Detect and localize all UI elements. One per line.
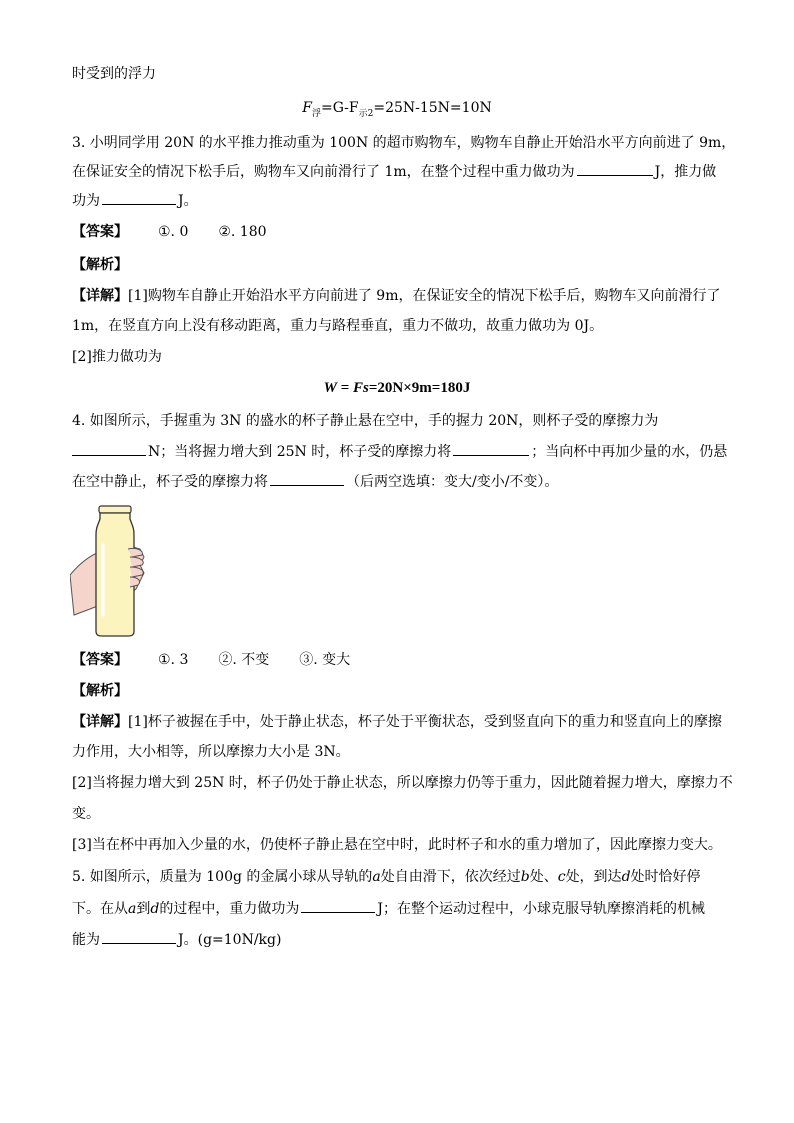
q4-line1: 4. 如图所示，手握重为 3N 的盛水的杯子静止悬在空中，手的握力 20N，则杯子受的摩擦力为 bbox=[72, 413, 659, 429]
q5-line2-text-2: 到 bbox=[136, 901, 151, 917]
q3-line3-tail: J。 bbox=[178, 193, 198, 209]
q3-line3 bbox=[72, 190, 198, 211]
q5-point-d: d bbox=[150, 901, 160, 917]
q5-line1 bbox=[72, 867, 701, 887]
analysis-label: 【解析】 bbox=[72, 257, 128, 273]
q4-detail-line3: [2]当将握力增大到 25N 时，杯子仍处于静止状态，所以摩擦力仍等于重力，因此随着握力增大，摩擦力不 bbox=[72, 775, 733, 791]
answer-label: 【答案】 bbox=[72, 652, 128, 668]
answer-option-1: ①. 0 bbox=[158, 224, 189, 240]
q5-line3-text: 能为 bbox=[72, 932, 100, 948]
formula-sub-float: 浮 bbox=[311, 108, 321, 119]
q5-line2-text-4: J；在整个运动过程中，小球克服导轨摩擦消耗的机械 bbox=[377, 901, 705, 917]
detail-tag: 【详解】 bbox=[72, 714, 128, 730]
q5-line2-text-1: 下。在从 bbox=[72, 901, 128, 917]
q4-line2 bbox=[72, 441, 727, 462]
q4-blank-3[interactable] bbox=[270, 471, 344, 486]
q5-line3 bbox=[72, 929, 281, 950]
q5-point-d: d bbox=[621, 869, 631, 885]
formula-sub-show: 示2 bbox=[358, 108, 374, 119]
q5-line3-tail: J。(g=10N/kg) bbox=[178, 932, 282, 948]
q3-line2-tail: J，推力做 bbox=[654, 164, 717, 180]
q3-answer bbox=[72, 222, 267, 242]
q4-detail-line5: [3]当在杯中再加入少量的水，仍使杯子静止悬在空中时，此时杯子和水的重力增加了，因此摩擦力变大。 bbox=[72, 837, 722, 853]
q4-answer bbox=[72, 650, 350, 670]
q5-blank-1[interactable] bbox=[301, 898, 375, 913]
formula-eq-g: =G-F bbox=[320, 100, 359, 116]
q3-detail-line2: 1m，在竖直方向上没有移动距离，重力与路程垂直，重力不做功，故重力做功为 0J。 bbox=[72, 318, 604, 334]
formula-eq: = bbox=[336, 380, 354, 396]
q3-line3-text: 功为 bbox=[72, 193, 100, 209]
formula-F: F bbox=[302, 100, 312, 116]
answer-option-1: ①. 3 bbox=[158, 652, 189, 668]
q3-detail-line1 bbox=[72, 286, 720, 306]
q5-line2 bbox=[72, 898, 705, 919]
answer-option-2: ②. 不变 bbox=[218, 652, 270, 668]
q3-line2-text: 在保证安全的情况下松手后，购物车又向前滑行了 1m，在整个过程中重力做功为 bbox=[72, 164, 575, 180]
q3-blank-2[interactable] bbox=[102, 190, 176, 205]
q4-blank-1[interactable] bbox=[72, 441, 146, 456]
q5-point-a: a bbox=[128, 901, 137, 917]
q4-line3-tail: （后两空选填：变大/变小/不变）。 bbox=[346, 474, 559, 490]
intro-text: 时受到的浮力 bbox=[72, 66, 156, 82]
formula-Fs: Fs bbox=[353, 380, 369, 396]
analysis-label: 【解析】 bbox=[72, 683, 128, 699]
detail-text: [1]购物车自静止开始沿水平方向前进了 9m，在保证安全的情况下松手后，购物车又向前滑行了 bbox=[128, 288, 721, 304]
q5-text-2: 处自由滑下，依次经过 bbox=[380, 869, 521, 885]
formula-work-rest: =20N×9m=180J bbox=[368, 380, 471, 396]
q4-detail-line4: 变。 bbox=[72, 806, 100, 822]
q4-blank-2[interactable] bbox=[453, 441, 529, 456]
q4-line3 bbox=[72, 471, 558, 492]
hand-holding-bottle-image bbox=[70, 505, 150, 637]
q5-point-b: b bbox=[520, 869, 530, 885]
answer-option-2: ②. 180 bbox=[218, 224, 267, 240]
q5-text-1: 5. 如图所示，质量为 100g 的金属小球从导轨的 bbox=[72, 869, 373, 885]
q3-line2 bbox=[72, 161, 716, 182]
q5-text-4: 处，到达 bbox=[565, 869, 622, 885]
q4-line2-text: N；当将握力增大到 25N 时，杯子受的摩擦力将 bbox=[148, 444, 452, 460]
q5-point-a: a bbox=[372, 869, 381, 885]
answer-option-3: ③. 变大 bbox=[299, 652, 351, 668]
formula-rest: =25N-15N=10N bbox=[373, 100, 492, 116]
bottle-cap bbox=[99, 506, 131, 513]
detail-text: [1]杯子被握在手中，处于静止状态，杯子处于平衡状态，受到竖直向下的重力和竖直向上的摩擦 bbox=[128, 714, 722, 730]
q5-text-3: 处、 bbox=[529, 869, 558, 885]
q3-blank-1[interactable] bbox=[577, 161, 653, 176]
q5-blank-2[interactable] bbox=[102, 929, 176, 944]
answer-label: 【答案】 bbox=[72, 224, 128, 240]
q5-point-c: c bbox=[557, 869, 566, 885]
detail-tag: 【详解】 bbox=[72, 288, 128, 304]
q3-detail-line3: [2]推力做功为 bbox=[72, 349, 162, 365]
q4-detail-line2: 力作用，大小相等，所以摩擦力大小是 3N。 bbox=[72, 744, 350, 760]
q3-line1: 3. 小明同学用 20N 的水平推力推动重为 100N 的超市购物车，购物车自静止开始沿水平方向前进了 9m， bbox=[72, 135, 736, 151]
q4-detail-line1 bbox=[72, 712, 722, 732]
formula-work bbox=[0, 378, 794, 398]
formula-W: W bbox=[323, 380, 337, 396]
q4-line2-tail: ；当向杯中再加少量的水，仍悬 bbox=[531, 444, 728, 460]
q5-line2-text-3: 的过程中，重力做功为 bbox=[159, 901, 300, 917]
formula-buoyancy bbox=[0, 98, 794, 124]
q4-line3-text: 在空中静止，杯子受的摩擦力将 bbox=[72, 474, 268, 490]
q5-text-5: 处时恰好停 bbox=[630, 869, 701, 885]
